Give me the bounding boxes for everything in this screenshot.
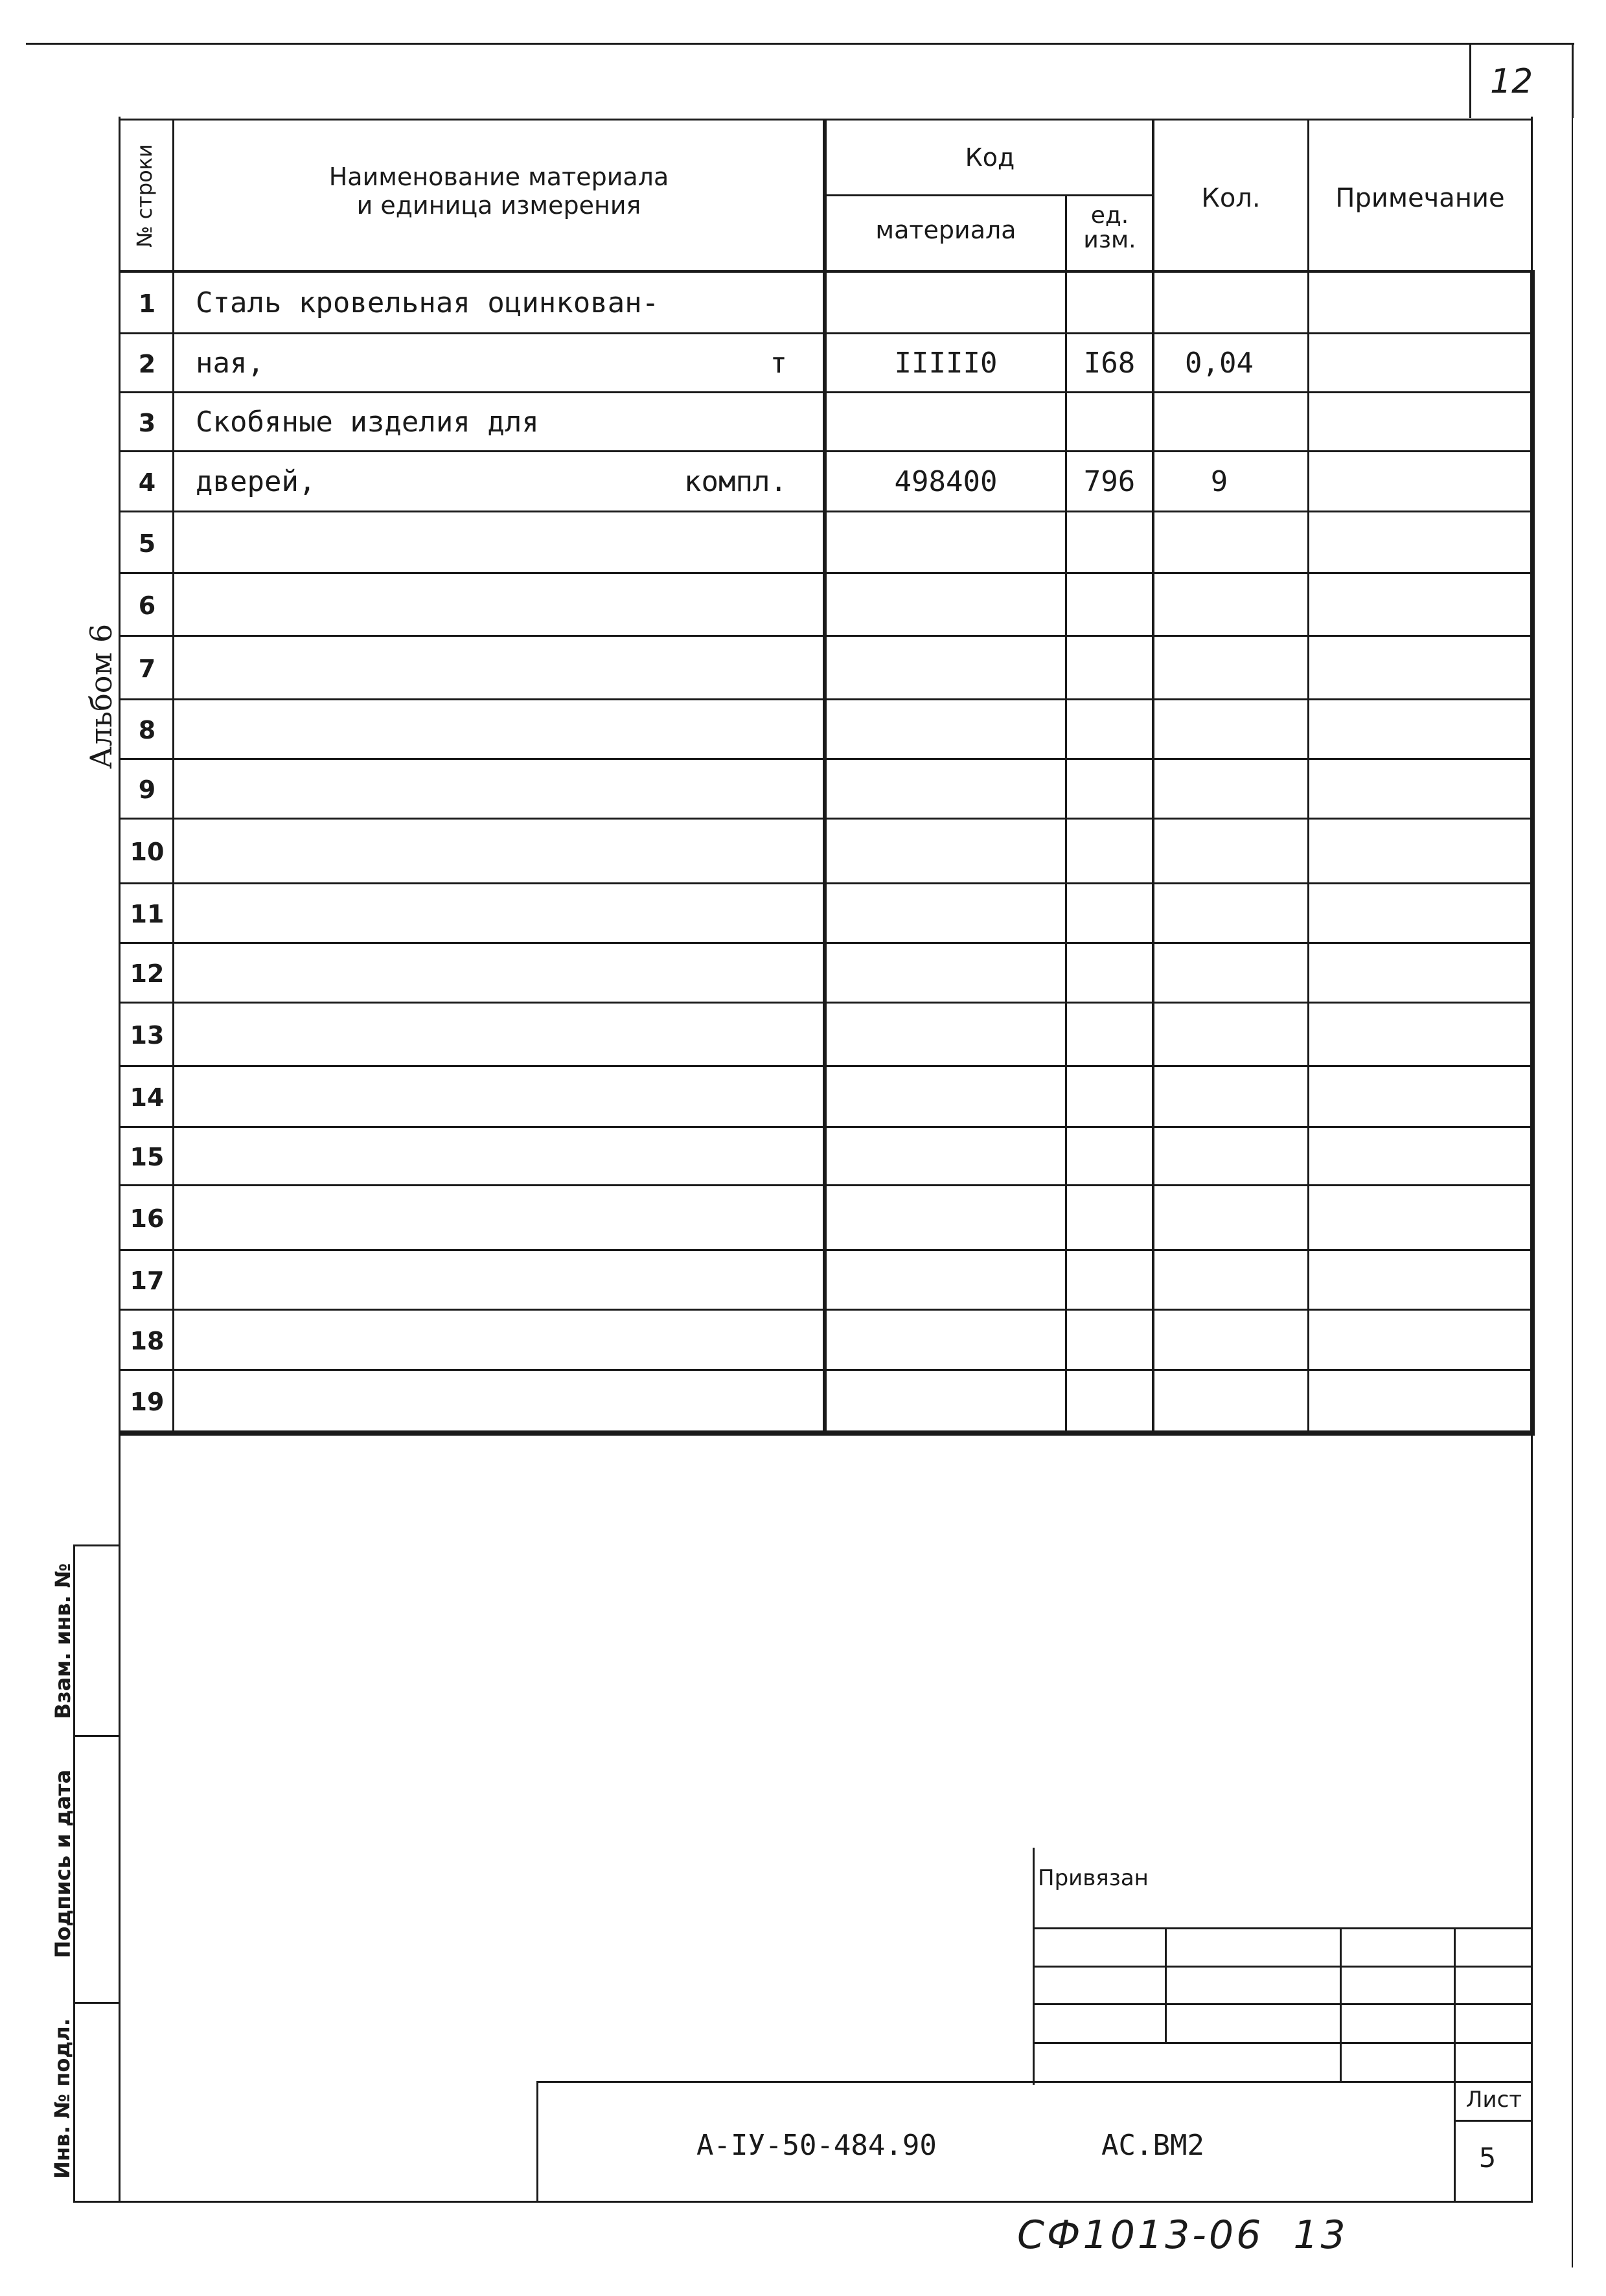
row-number: 19	[130, 1388, 165, 1416]
row-separator	[119, 450, 1533, 452]
row-number: 4	[138, 468, 156, 497]
row-separator	[119, 332, 1533, 334]
stamp-divider-1	[73, 1735, 120, 1737]
row-separator	[119, 1249, 1533, 1251]
top-number-box-right	[1572, 43, 1574, 118]
row-separator	[119, 511, 1533, 512]
row-number: 11	[130, 900, 165, 928]
row-number: 15	[130, 1143, 165, 1171]
row-number: 9	[138, 775, 156, 804]
row-separator	[119, 1309, 1533, 1311]
row-separator	[119, 942, 1533, 944]
row-unit: т	[770, 347, 787, 380]
stamp-podpis-data: Подпись и дата	[51, 1769, 75, 1958]
row-separator	[119, 758, 1533, 760]
tb-main-left	[536, 2081, 538, 2203]
row-separator	[119, 572, 1533, 574]
stamp-vzam-inv: Взам. инв. №	[51, 1563, 75, 1719]
page-edge-line	[1572, 117, 1573, 2267]
album-label: Альбом 6	[84, 623, 119, 769]
row-separator	[119, 698, 1533, 700]
row-separator	[119, 1065, 1533, 1067]
col-line-6	[1530, 270, 1535, 1435]
tb-main-top	[536, 2081, 1533, 2083]
header-code-unit: ед. изм.	[1083, 202, 1136, 253]
row-separator	[119, 391, 1533, 393]
row-name: Скобяные изделия для	[196, 406, 539, 439]
row-number: 14	[130, 1083, 165, 1112]
tb-line-1	[1033, 1927, 1533, 1929]
row-separator	[119, 1126, 1533, 1128]
frame-bottom-border	[73, 2201, 1533, 2203]
top-number-box-left	[1469, 43, 1471, 118]
header-code-material: материала	[875, 216, 1016, 244]
col-line-2	[823, 119, 827, 1435]
row-separator	[119, 1184, 1533, 1186]
tb-line-3	[1033, 2003, 1533, 2005]
tb-line-4	[1033, 2042, 1533, 2044]
row-unit: компл.	[684, 465, 787, 498]
row-number: 10	[130, 838, 165, 866]
stamp-divider-2	[73, 2002, 120, 2004]
row-separator	[119, 1369, 1533, 1371]
header-name: Наименование материала и единица измерения	[328, 163, 669, 220]
row-separator	[119, 882, 1533, 884]
col-line-4	[1152, 119, 1154, 1435]
frame-left-border	[119, 117, 120, 2203]
row-number: 18	[130, 1327, 165, 1355]
tb-list-label: Лист	[1465, 2087, 1522, 2113]
header-row-no: № строки	[132, 144, 157, 247]
row-number: 3	[138, 409, 156, 437]
col-line-5	[1307, 119, 1309, 1435]
top-rule	[26, 43, 1574, 45]
row-separator	[119, 635, 1533, 637]
thick-bottom-line	[823, 1431, 1535, 1436]
tb-privyazan: Привязан	[1038, 1865, 1149, 1891]
row-qty: 9	[1210, 465, 1228, 498]
row-number: 12	[130, 959, 165, 988]
row-name: дверей,	[196, 465, 316, 498]
header-code: Код	[965, 143, 1015, 172]
bottom-handwritten-code: СФ1013-06 13	[1017, 2212, 1348, 2258]
row-number: 5	[138, 529, 156, 558]
row-unit-code: I68	[1083, 347, 1136, 380]
tb-mark: АС.ВМ2	[1101, 2129, 1204, 2162]
stamp-top-line	[73, 1544, 120, 1546]
tb-col-a	[1165, 1927, 1167, 2044]
row-material-code: 498400	[894, 465, 998, 498]
row-number: 16	[130, 1204, 165, 1233]
tb-designation: А-IУ-50-484.90	[696, 2129, 937, 2162]
row-name: ная,	[196, 347, 264, 380]
tb-list-divider	[1454, 2120, 1533, 2122]
row-name: Сталь кровельная оцинкован-	[196, 286, 660, 319]
row-number: 17	[130, 1267, 165, 1295]
row-number: 13	[130, 1021, 165, 1050]
tb-list-value: 5	[1478, 2142, 1497, 2174]
row-unit-code: 796	[1083, 465, 1136, 498]
row-number: 6	[138, 591, 156, 620]
row-number: 7	[138, 654, 156, 683]
row-qty: 0,04	[1185, 347, 1254, 380]
tb-col-b	[1340, 1927, 1342, 2083]
header-qty: Кол.	[1201, 183, 1261, 213]
row-number: 2	[138, 350, 156, 378]
row-separator	[119, 1002, 1533, 1004]
code-subheader-line	[826, 194, 1154, 196]
row-separator	[119, 818, 1533, 820]
tb-line-2	[1033, 1966, 1533, 1968]
row-material-code: IIIII0	[894, 347, 998, 380]
row-number: 1	[138, 290, 156, 318]
col-line-1	[172, 119, 174, 1435]
stamp-inv-podl: Инв. № подл.	[50, 2018, 75, 2179]
row-number: 8	[138, 716, 156, 744]
header-note: Примечание	[1335, 183, 1505, 213]
sheet-top-number: 12	[1490, 62, 1533, 101]
